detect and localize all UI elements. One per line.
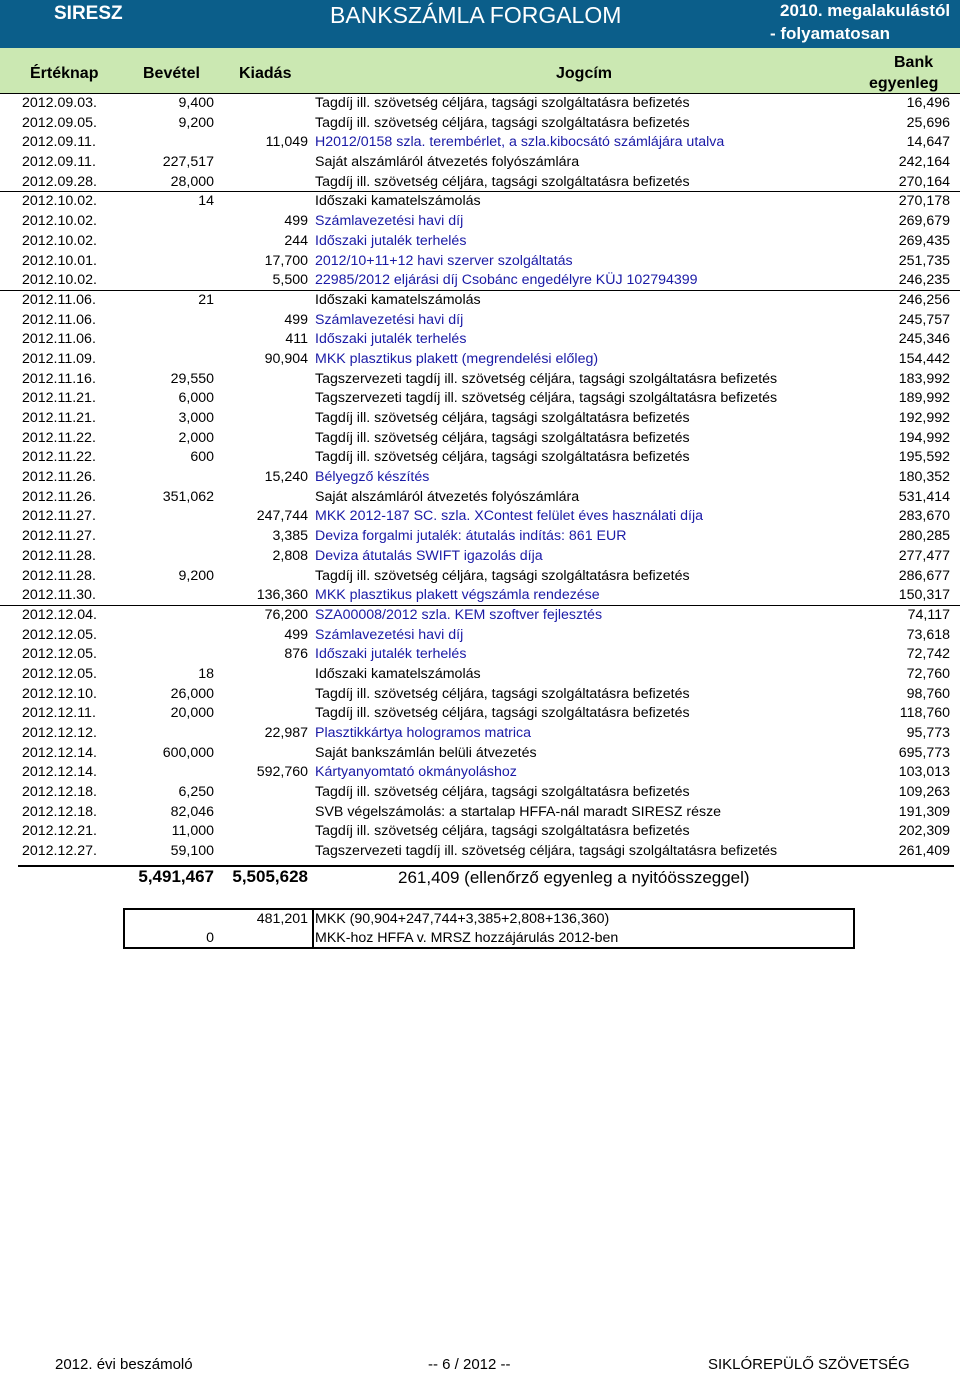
row-date: 2012.10.02. <box>22 213 97 230</box>
row-date: 2012.11.16. <box>22 370 96 387</box>
row-balance: 103,013 <box>898 764 950 781</box>
column-header-expense: Kiadás <box>239 65 292 82</box>
row-expense: 11,049 <box>265 134 308 151</box>
row-income: 9,400 <box>178 95 214 111</box>
column-header-description: Jogcím <box>556 65 613 82</box>
row-balance: 194,992 <box>898 429 950 446</box>
summary-row1-text: MKK (90,904+247,744+3,385+2,808+136,360) <box>315 911 610 927</box>
row-expense: 244 <box>284 232 308 249</box>
row-date: 2012.11.27. <box>22 528 96 545</box>
row-description: Tagdíj ill. szövetség céljára, tagsági szolgáltatásra befizetés <box>315 784 690 801</box>
table-row <box>0 547 960 567</box>
row-description: Kártyanyomtató okmányoláshoz <box>315 764 517 781</box>
table-row <box>0 291 960 311</box>
row-income: 59,100 <box>170 843 214 860</box>
table-row <box>0 527 960 547</box>
row-balance: 251,735 <box>898 252 950 269</box>
row-description: Tagdíj ill. szövetség céljára, tagsági szolgáltatásra befizetés <box>315 429 690 446</box>
row-balance: 192,992 <box>898 410 950 426</box>
row-balance: 245,346 <box>898 331 950 348</box>
row-balance: 269,435 <box>898 232 950 249</box>
row-description: MKK plasztikus plakett (megrendelési előleg) <box>315 350 599 367</box>
row-balance: 183,992 <box>898 370 950 387</box>
row-expense: 411 <box>285 331 308 348</box>
row-balance: 16,496 <box>906 95 950 111</box>
row-description: Időszaki jutalék terhelés <box>315 646 467 663</box>
column-header-row <box>0 48 960 94</box>
table-row <box>0 488 960 508</box>
table-row <box>0 448 960 468</box>
table-row <box>0 507 960 527</box>
row-description: Számlavezetési havi díj <box>315 213 464 230</box>
row-date: 2012.09.28. <box>22 173 97 190</box>
row-balance: 189,992 <box>898 390 950 407</box>
row-balance: 14,647 <box>906 134 950 151</box>
row-expense: 22,987 <box>264 725 308 741</box>
row-date: 2012.12.05. <box>22 646 97 663</box>
table-row <box>0 626 960 646</box>
row-income: 28,000 <box>170 173 214 190</box>
table-row <box>0 665 960 685</box>
row-date: 2012.11.27. <box>22 508 96 525</box>
row-income: 6,000 <box>178 390 214 407</box>
summary-row2-text: MKK-hoz HFFA v. MRSZ hozzájárulás 2012-ben <box>315 930 619 946</box>
row-description: MKK plasztikus plakett végszámla rendezése <box>315 587 600 604</box>
total-income: 5,491,467 <box>138 867 214 886</box>
row-expense: 3,385 <box>272 528 308 545</box>
row-date: 2012.11.21. <box>22 390 96 407</box>
row-date: 2012.10.02. <box>22 272 97 289</box>
row-income: 3,000 <box>178 410 214 426</box>
row-date: 2012.11.09. <box>22 350 96 367</box>
row-balance: 72,742 <box>906 646 950 663</box>
row-date: 2012.12.11. <box>22 705 96 722</box>
row-date: 2012.10.01. <box>22 252 97 269</box>
row-balance: 270,178 <box>898 193 950 210</box>
row-income: 6,250 <box>178 784 214 801</box>
footer-right: SIKLÓREPÜLŐ SZÖVETSÉG <box>708 1356 910 1373</box>
row-description: Plasztikkártya hologramos matrica <box>315 725 532 741</box>
row-income: 14 <box>198 193 214 210</box>
period-line-1: 2010. megalakulástól <box>780 1 951 20</box>
row-date: 2012.12.10. <box>22 685 97 702</box>
footer-left: 2012. évi beszámoló <box>55 1356 193 1373</box>
footer-page: -- 6 / 2012 -- <box>428 1356 511 1373</box>
row-balance: 695,773 <box>898 744 950 761</box>
row-date: 2012.11.06. <box>22 331 96 348</box>
row-income: 20,000 <box>170 705 214 722</box>
row-balance: 283,670 <box>898 508 950 525</box>
row-expense: 136,360 <box>256 587 308 604</box>
row-balance: 202,309 <box>898 823 950 840</box>
row-income: 21 <box>198 291 214 308</box>
row-income: 600 <box>190 449 214 466</box>
table-row <box>0 586 960 606</box>
column-header-balance-line-2: egyenleg <box>869 75 939 92</box>
row-expense: 876 <box>284 646 308 663</box>
row-expense: 499 <box>284 626 308 643</box>
row-description: Időszaki kamatelszámolás <box>315 291 481 308</box>
report-title: BANKSZÁMLA FORGALOM <box>330 2 622 28</box>
table-row <box>0 822 960 842</box>
row-date: 2012.11.22. <box>22 449 96 466</box>
row-date: 2012.11.21. <box>22 410 96 426</box>
table-row <box>0 842 960 862</box>
table-row <box>0 763 960 783</box>
table-row <box>0 606 960 626</box>
row-description: Tagdíj ill. szövetség céljára, tagsági szolgáltatásra befizetés <box>315 685 690 702</box>
row-description: Deviza átutalás SWIFT igazolás díja <box>315 547 543 564</box>
table-row <box>0 389 960 409</box>
row-date: 2012.11.26. <box>22 488 96 505</box>
row-date: 2012.09.11. <box>22 154 96 171</box>
row-expense: 499 <box>284 311 308 328</box>
row-income: 82,046 <box>170 803 214 820</box>
table-row <box>0 803 960 823</box>
table-row <box>0 429 960 449</box>
row-date: 2012.09.05. <box>22 114 97 131</box>
table-row <box>0 192 960 212</box>
row-balance: 109,263 <box>898 784 950 801</box>
transaction-table <box>0 94 960 862</box>
table-row <box>0 153 960 173</box>
row-balance: 286,677 <box>898 567 950 584</box>
total-expense: 5,505,628 <box>232 867 308 886</box>
row-balance: 269,679 <box>898 213 950 230</box>
row-date: 2012.12.05. <box>22 665 97 682</box>
row-income: 351,062 <box>162 488 214 505</box>
row-description: Tagdíj ill. szövetség céljára, tagsági szolgáltatásra befizetés <box>315 173 690 190</box>
row-description: Számlavezetési havi díj <box>315 626 464 643</box>
row-income: 9,200 <box>178 567 214 584</box>
row-date: 2012.11.26. <box>22 469 96 486</box>
row-description: Bélyegző készítés <box>315 469 430 486</box>
row-description: Időszaki jutalék terhelés <box>315 232 467 249</box>
row-balance: 95,773 <box>906 725 950 741</box>
row-description: Saját bankszámlán belüli átvezetés <box>315 744 537 761</box>
row-description: SVB végelszámolás: a startalap HFFA-nál maradt SIRESZ része <box>315 803 722 820</box>
row-description: Időszaki kamatelszámolás <box>315 665 481 682</box>
table-row <box>0 94 960 114</box>
row-date: 2012.11.22. <box>22 429 96 446</box>
summary-box-divider <box>312 908 314 949</box>
row-description: Saját alszámláról átvezetés folyószámlára <box>315 488 580 505</box>
row-balance: 195,592 <box>898 449 950 466</box>
table-row <box>0 409 960 429</box>
column-header-date: Értéknap <box>30 65 99 82</box>
row-balance: 246,235 <box>898 272 950 289</box>
row-description: H2012/0158 szla. terembérlet, a szla.kibocsátó számlájára utalva <box>315 134 725 151</box>
row-description: Saját alszámláról átvezetés folyószámlára <box>315 154 580 171</box>
table-row <box>0 744 960 764</box>
row-description: 2012/10+11+12 havi szerver szolgáltatás <box>315 252 573 269</box>
row-balance: 242,164 <box>898 154 950 171</box>
row-description: Tagdíj ill. szövetség céljára, tagsági szolgáltatásra befizetés <box>315 95 690 111</box>
row-balance: 98,760 <box>906 685 950 702</box>
table-row <box>0 173 960 193</box>
row-description: 22985/2012 eljárási díj Csobánc engedélyre KÜJ 102794399 <box>315 272 698 289</box>
row-description: Időszaki kamatelszámolás <box>315 193 481 210</box>
row-date: 2012.10.02. <box>22 193 97 210</box>
row-balance: 261,409 <box>898 843 950 860</box>
row-date: 2012.12.05. <box>22 626 97 643</box>
row-date: 2012.09.03. <box>22 95 97 111</box>
row-balance: 280,285 <box>898 528 950 545</box>
row-date: 2012.12.18. <box>22 803 97 820</box>
row-description: SZA00008/2012 szla. KEM szoftver fejlesztés <box>315 606 603 623</box>
table-row <box>0 133 960 153</box>
row-balance: 180,352 <box>898 469 950 486</box>
summary-row2-amount: 0 <box>206 930 214 946</box>
row-date: 2012.11.28. <box>22 547 96 564</box>
table-row <box>0 330 960 350</box>
table-row <box>0 232 960 252</box>
row-balance: 245,757 <box>898 311 950 328</box>
table-row <box>0 567 960 587</box>
row-description: Számlavezetési havi díj <box>315 311 464 328</box>
table-row <box>0 350 960 370</box>
row-description: Tagszervezeti tagdíj ill. szövetség céljára, tagsági szolgáltatásra befizetés <box>315 390 778 407</box>
row-income: 2,000 <box>178 429 214 446</box>
row-balance: 154,442 <box>898 350 950 367</box>
table-row <box>0 783 960 803</box>
row-date: 2012.10.02. <box>22 232 97 249</box>
row-income: 29,550 <box>170 370 214 387</box>
table-row <box>0 645 960 665</box>
row-description: Tagdíj ill. szövetség céljára, tagsági szolgáltatásra befizetés <box>315 410 690 426</box>
row-description: Tagdíj ill. szövetség céljára, tagsági szolgáltatásra befizetés <box>315 823 690 840</box>
row-description: Deviza forgalmi jutalék: átutalás indítás: 861 EUR <box>315 528 627 545</box>
row-date: 2012.12.04. <box>22 606 97 623</box>
row-expense: 499 <box>284 213 308 230</box>
row-income: 600,000 <box>162 744 214 761</box>
table-row <box>0 311 960 331</box>
row-date: 2012.11.06. <box>22 311 96 328</box>
row-date: 2012.12.14. <box>22 744 97 761</box>
row-balance: 531,414 <box>898 488 950 505</box>
report-header <box>0 0 960 48</box>
row-description: MKK 2012-187 SC. szla. XContest felület éves használati díja <box>315 508 704 525</box>
row-description: Tagszervezeti tagdíj ill. szövetség céljára, tagsági szolgáltatásra befizetés <box>315 370 778 387</box>
row-date: 2012.11.28. <box>22 567 96 584</box>
row-income: 11,000 <box>171 823 214 840</box>
row-balance: 191,309 <box>898 803 950 820</box>
row-description: Időszaki jutalék terhelés <box>315 331 467 348</box>
row-description: Tagdíj ill. szövetség céljára, tagsági szolgáltatásra befizetés <box>315 449 690 466</box>
row-description: Tagszervezeti tagdíj ill. szövetség céljára, tagsági szolgáltatásra befizetés <box>315 843 778 860</box>
row-balance: 73,618 <box>906 626 950 643</box>
period-line-2: - folyamatosan <box>770 24 890 43</box>
row-expense: 5,500 <box>272 272 308 289</box>
table-row <box>0 685 960 705</box>
row-expense: 90,904 <box>264 350 308 367</box>
row-expense: 76,200 <box>264 606 308 623</box>
org-name: SIRESZ <box>54 3 123 24</box>
row-date: 2012.12.21. <box>22 823 97 840</box>
row-date: 2012.11.06. <box>22 291 96 308</box>
row-expense: 592,760 <box>256 764 308 781</box>
table-row <box>0 271 960 291</box>
row-income: 9,200 <box>178 114 214 131</box>
row-balance: 118,760 <box>899 705 950 722</box>
row-description: Tagdíj ill. szövetség céljára, tagsági szolgáltatásra befizetés <box>315 567 690 584</box>
column-header-income: Bevétel <box>143 65 200 82</box>
row-balance: 72,760 <box>906 665 950 682</box>
column-header-balance-line-1: Bank <box>894 54 934 71</box>
row-date: 2012.11.30. <box>22 587 96 604</box>
table-row <box>0 468 960 488</box>
table-row <box>0 252 960 272</box>
table-row <box>0 724 960 744</box>
summary-row1-amount: 481,201 <box>256 911 308 927</box>
row-balance: 25,696 <box>906 114 950 131</box>
row-description: Tagdíj ill. szövetség céljára, tagsági szolgáltatásra befizetés <box>315 114 690 131</box>
table-row <box>0 114 960 134</box>
row-income: 26,000 <box>170 685 214 702</box>
row-expense: 17,700 <box>264 252 308 269</box>
row-description: Tagdíj ill. szövetség céljára, tagsági szolgáltatásra befizetés <box>315 705 690 722</box>
row-balance: 277,477 <box>898 547 950 564</box>
row-income: 18 <box>198 665 214 682</box>
row-date: 2012.12.27. <box>22 843 97 860</box>
row-balance: 246,256 <box>898 291 950 308</box>
balance-check: 261,409 (ellenőrző egyenleg a nyitóösszeggel) <box>398 868 750 887</box>
row-expense: 2,808 <box>272 547 308 564</box>
table-row <box>0 704 960 724</box>
table-row <box>0 212 960 232</box>
row-date: 2012.09.11. <box>22 134 96 151</box>
row-date: 2012.12.18. <box>22 784 97 801</box>
row-expense: 247,744 <box>256 508 308 525</box>
table-row <box>0 370 960 390</box>
row-date: 2012.12.12. <box>22 725 97 741</box>
row-income: 227,517 <box>162 154 214 171</box>
row-balance: 74,117 <box>907 606 950 623</box>
row-balance: 150,317 <box>898 587 950 604</box>
row-expense: 15,240 <box>264 469 308 486</box>
row-date: 2012.12.14. <box>22 764 97 781</box>
row-balance: 270,164 <box>898 173 950 190</box>
